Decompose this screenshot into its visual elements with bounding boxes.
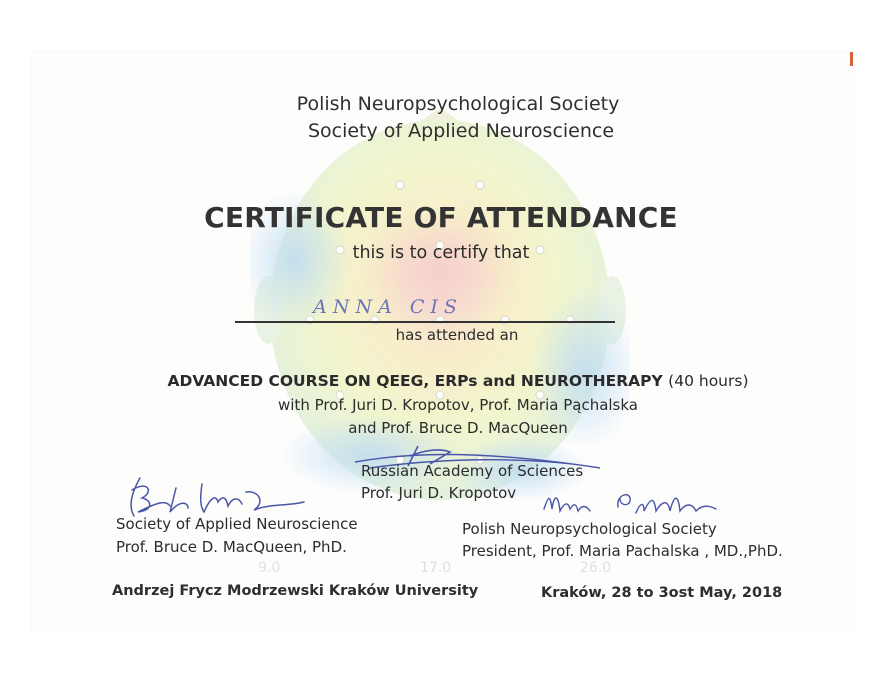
course-name: ADVANCED COURSE ON QEEG, ERPs and NEUROTHERAPY	[167, 372, 663, 390]
signatory-right-org: Polish Neuropsychological Society	[462, 520, 717, 538]
signatory-left-org: Society of Applied Neuroscience	[116, 515, 358, 533]
svg-text:17.0: 17.0	[420, 560, 452, 576]
organization-polish-neuropsychological-society: Polish Neuropsychological Society	[296, 93, 620, 115]
name-underline	[235, 321, 615, 323]
signatory-left-name: Prof. Bruce D. MacQueen, PhD.	[116, 538, 347, 556]
instructors-line-2: and Prof. Bruce D. MacQueen	[348, 419, 568, 437]
signature-pachalska	[540, 485, 730, 521]
attended-text: has attended an	[395, 326, 519, 344]
attendee-name-handwritten: ANNA CIS	[313, 296, 463, 318]
svg-text:26.0: 26.0	[580, 560, 612, 576]
course-hours: (40 hours)	[668, 372, 749, 390]
instructors-line-1: with Prof. Juri D. Kropotov, Prof. Maria Pąchalska	[278, 396, 638, 414]
course-title-line	[168, 372, 749, 390]
signatory-center-name: Prof. Juri D. Kropotov	[361, 484, 517, 502]
place-and-date: Kraków, 28 to 3ost May, 2018	[541, 585, 783, 601]
signatory-right-name: President, Prof. Maria Pachalska , MD.,PhD.	[462, 542, 783, 560]
certificate-title: CERTIFICATE OF ATTENDANCE	[204, 201, 678, 234]
university-name: Andrzej Frycz Modrzewski Kraków University	[112, 583, 479, 599]
certify-intro-text: this is to certify that	[352, 243, 530, 263]
svg-text:9.0: 9.0	[258, 560, 281, 576]
paper-edge-mark	[850, 52, 853, 66]
organization-society-applied-neuroscience: Society of Applied Neuroscience	[307, 120, 615, 142]
signatory-center-org: Russian Academy of Sciences	[361, 462, 584, 480]
